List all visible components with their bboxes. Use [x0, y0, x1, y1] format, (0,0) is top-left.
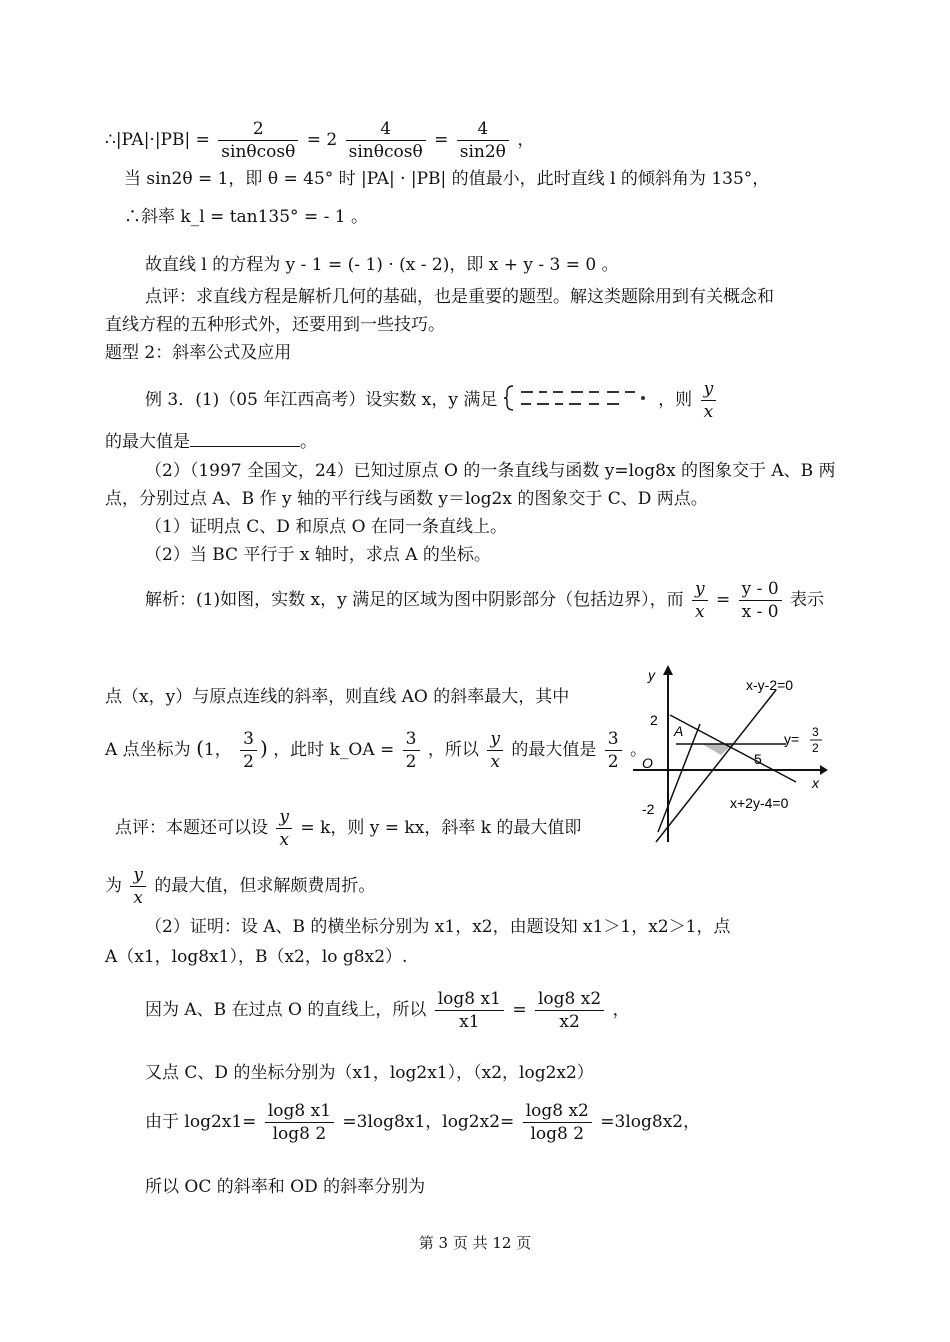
page-footer: 第 3 页 共 12 页: [418, 1234, 532, 1252]
text-line: 又点 C、D 的坐标分别为（x1，log2x1），（x2，log2x2）: [145, 1063, 594, 1083]
graph-label-x: x: [812, 775, 819, 791]
fraction: $\frac{4}{\sin 2\theta}$: [457, 118, 509, 163]
text-line: ∴斜率 k_l = tan135° = - 1 。: [124, 207, 368, 227]
answer-line: 的最大值是 。: [105, 432, 317, 452]
line-x-2y-4: [670, 715, 796, 782]
x-axis-arrow: [820, 765, 828, 775]
text-line: 点评：求直线方程是解析几何的基础，也是重要的题型。解这类题除用到有关概念和: [145, 287, 774, 307]
fraction: $\frac{y}{x}$: [701, 378, 717, 423]
graph-label-line1: x-y-2=0: [746, 677, 794, 693]
comment-line: 为 $\frac{y}{x}$ 的最大值，但求解颇费周折。: [105, 865, 376, 908]
fraction: $\frac{\log 8 x1}{x1}$: [435, 988, 504, 1033]
graph-label-A: A: [674, 723, 684, 739]
graph-tick-neg2: -2: [642, 801, 655, 817]
fraction: $\frac{\log 8 x2}{\log 8 2}$: [523, 1100, 592, 1145]
coordinate-line: A 点坐标为 (1， $\frac{3}{2}$ ) ，此时 k_OA = $\frac{3}{2}$ ，所以 $\frac{y}{x}$ 的最大值是 $\frac{3}{2}$ 。: [105, 729, 647, 772]
proof-line: 由于 log2x1= $\frac{\log 8 x1}{\log 8 2}$ =3log8x1，log2x2= $\frac{\log 8 x2}{\log 8 2}$ =3log8x2，: [145, 1101, 701, 1144]
fraction: $\frac{2}{\sin\theta\cos\theta}$: [218, 118, 298, 163]
fraction: $\frac{\log 8 x2}{x2}$: [535, 988, 604, 1033]
fraction: $\frac{3}{2}$: [605, 728, 622, 773]
text-line: 点，分别过点 A、B 作 y 轴的平行线与函数 y＝log2x 的图象交于 C、D 两点。: [105, 489, 708, 509]
inequality-system: [503, 383, 653, 419]
text-line: （2）当 BC 平行于 x 轴时，求点 A 的坐标。: [145, 545, 491, 565]
text-line: A（x1，log8x1），B（x2，lo g8x2）.: [105, 947, 408, 967]
text-line: 直线方程的五种形式外，还要用到一些技巧。: [105, 315, 445, 335]
y-axis-arrow: [663, 665, 673, 675]
text-line: （1）证明点 C、D 和原点 O 在同一条直线上。: [145, 517, 508, 537]
fraction: $\frac{y}{x}$: [487, 728, 503, 773]
analysis-line: 解析：(1)如图，实数 x，y 满足的区域为图中阴影部分（包括边界），而 $\frac{y}{x}$ = $\frac{y - 0}{x - 0}$ 表示: [145, 579, 825, 622]
fraction: $\frac{4}{\sin\theta\cos\theta}$: [346, 118, 426, 163]
fraction: $\frac{y}{x}$: [130, 864, 146, 909]
region-graph: [628, 660, 828, 850]
graph-tick-2: 2: [650, 712, 658, 728]
section-heading: 题型 2：斜率公式及应用: [105, 343, 292, 363]
eq-product-line: ∴|PA|·|PB| = $\frac{2}{\sin\theta\cos\theta}$ = 2 $\frac{4}{\sin\theta\cos\theta}$ = $\frac{4}{\sin 2\theta}$ ，: [105, 119, 535, 162]
comment-line: 点评：本题还可以设 $\frac{y}{x}$ = k，则 y = kx，斜率 k 的最大值即: [115, 807, 582, 850]
fraction: $\frac{3}{2}$: [403, 728, 420, 773]
fraction: $\frac{y - 0}{x - 0}$: [739, 578, 782, 623]
line-OA: [658, 724, 700, 832]
text-line: 所以 OC 的斜率和 OD 的斜率分别为: [145, 1177, 426, 1197]
text-line: 当 sin2θ = 1，即 θ = 45° 时 |PA| · |PB| 的值最小，此时直线 l 的倾斜角为 135°，: [124, 169, 770, 189]
graph-label-line3: x+2y-4=0: [730, 795, 789, 811]
answer-blank: [190, 430, 300, 447]
proof-line: 因为 A、B 在过点 O 的直线上，所以 $\frac{\log 8 x1}{x1}$ = $\frac{\log 8 x2}{x2}$ ，: [145, 989, 630, 1032]
fraction: $\frac{y}{x}$: [692, 578, 708, 623]
text-line: （2）证明：设 A、B 的横坐标分别为 x1，x2，由题设知 x1＞1，x2＞1，点: [145, 917, 731, 937]
graph-label-line2-num: 3: [812, 725, 819, 739]
graph-tick-5: 5: [754, 751, 762, 767]
graph-label-origin: O: [642, 755, 653, 771]
inequality-system-image: [503, 383, 653, 413]
text-line: 故直线 l 的方程为 y - 1 = (- 1) · (x - 2)，即 x + y - 3 = 0 。: [145, 255, 619, 275]
fraction: $\frac{y}{x}$: [276, 806, 292, 851]
region-graph-svg: [628, 660, 828, 845]
graph-label-line2: y=: [784, 731, 800, 747]
eq-lhs: ∴|PA|·|PB| =: [105, 130, 210, 150]
graph-label-y: y: [648, 667, 655, 683]
graph-label-line2-den: 2: [812, 741, 819, 755]
fraction: $\frac{3}{2}$: [240, 728, 257, 773]
example-3-line: 例 3．(1)（05 年江西高考）设实数 x，y 满足 ，则 $\frac{y}{x}$: [145, 378, 719, 423]
text-line: 点（x，y）与原点连线的斜率，则直线 AO 的斜率最大，其中: [105, 687, 570, 707]
text-line: （2）（1997 全国文，24）已知过原点 O 的一条直线与函数 y=log8x 的图象交于 A、B 两: [145, 461, 836, 481]
fraction: $\frac{\log 8 x1}{\log 8 2}$: [265, 1100, 334, 1145]
